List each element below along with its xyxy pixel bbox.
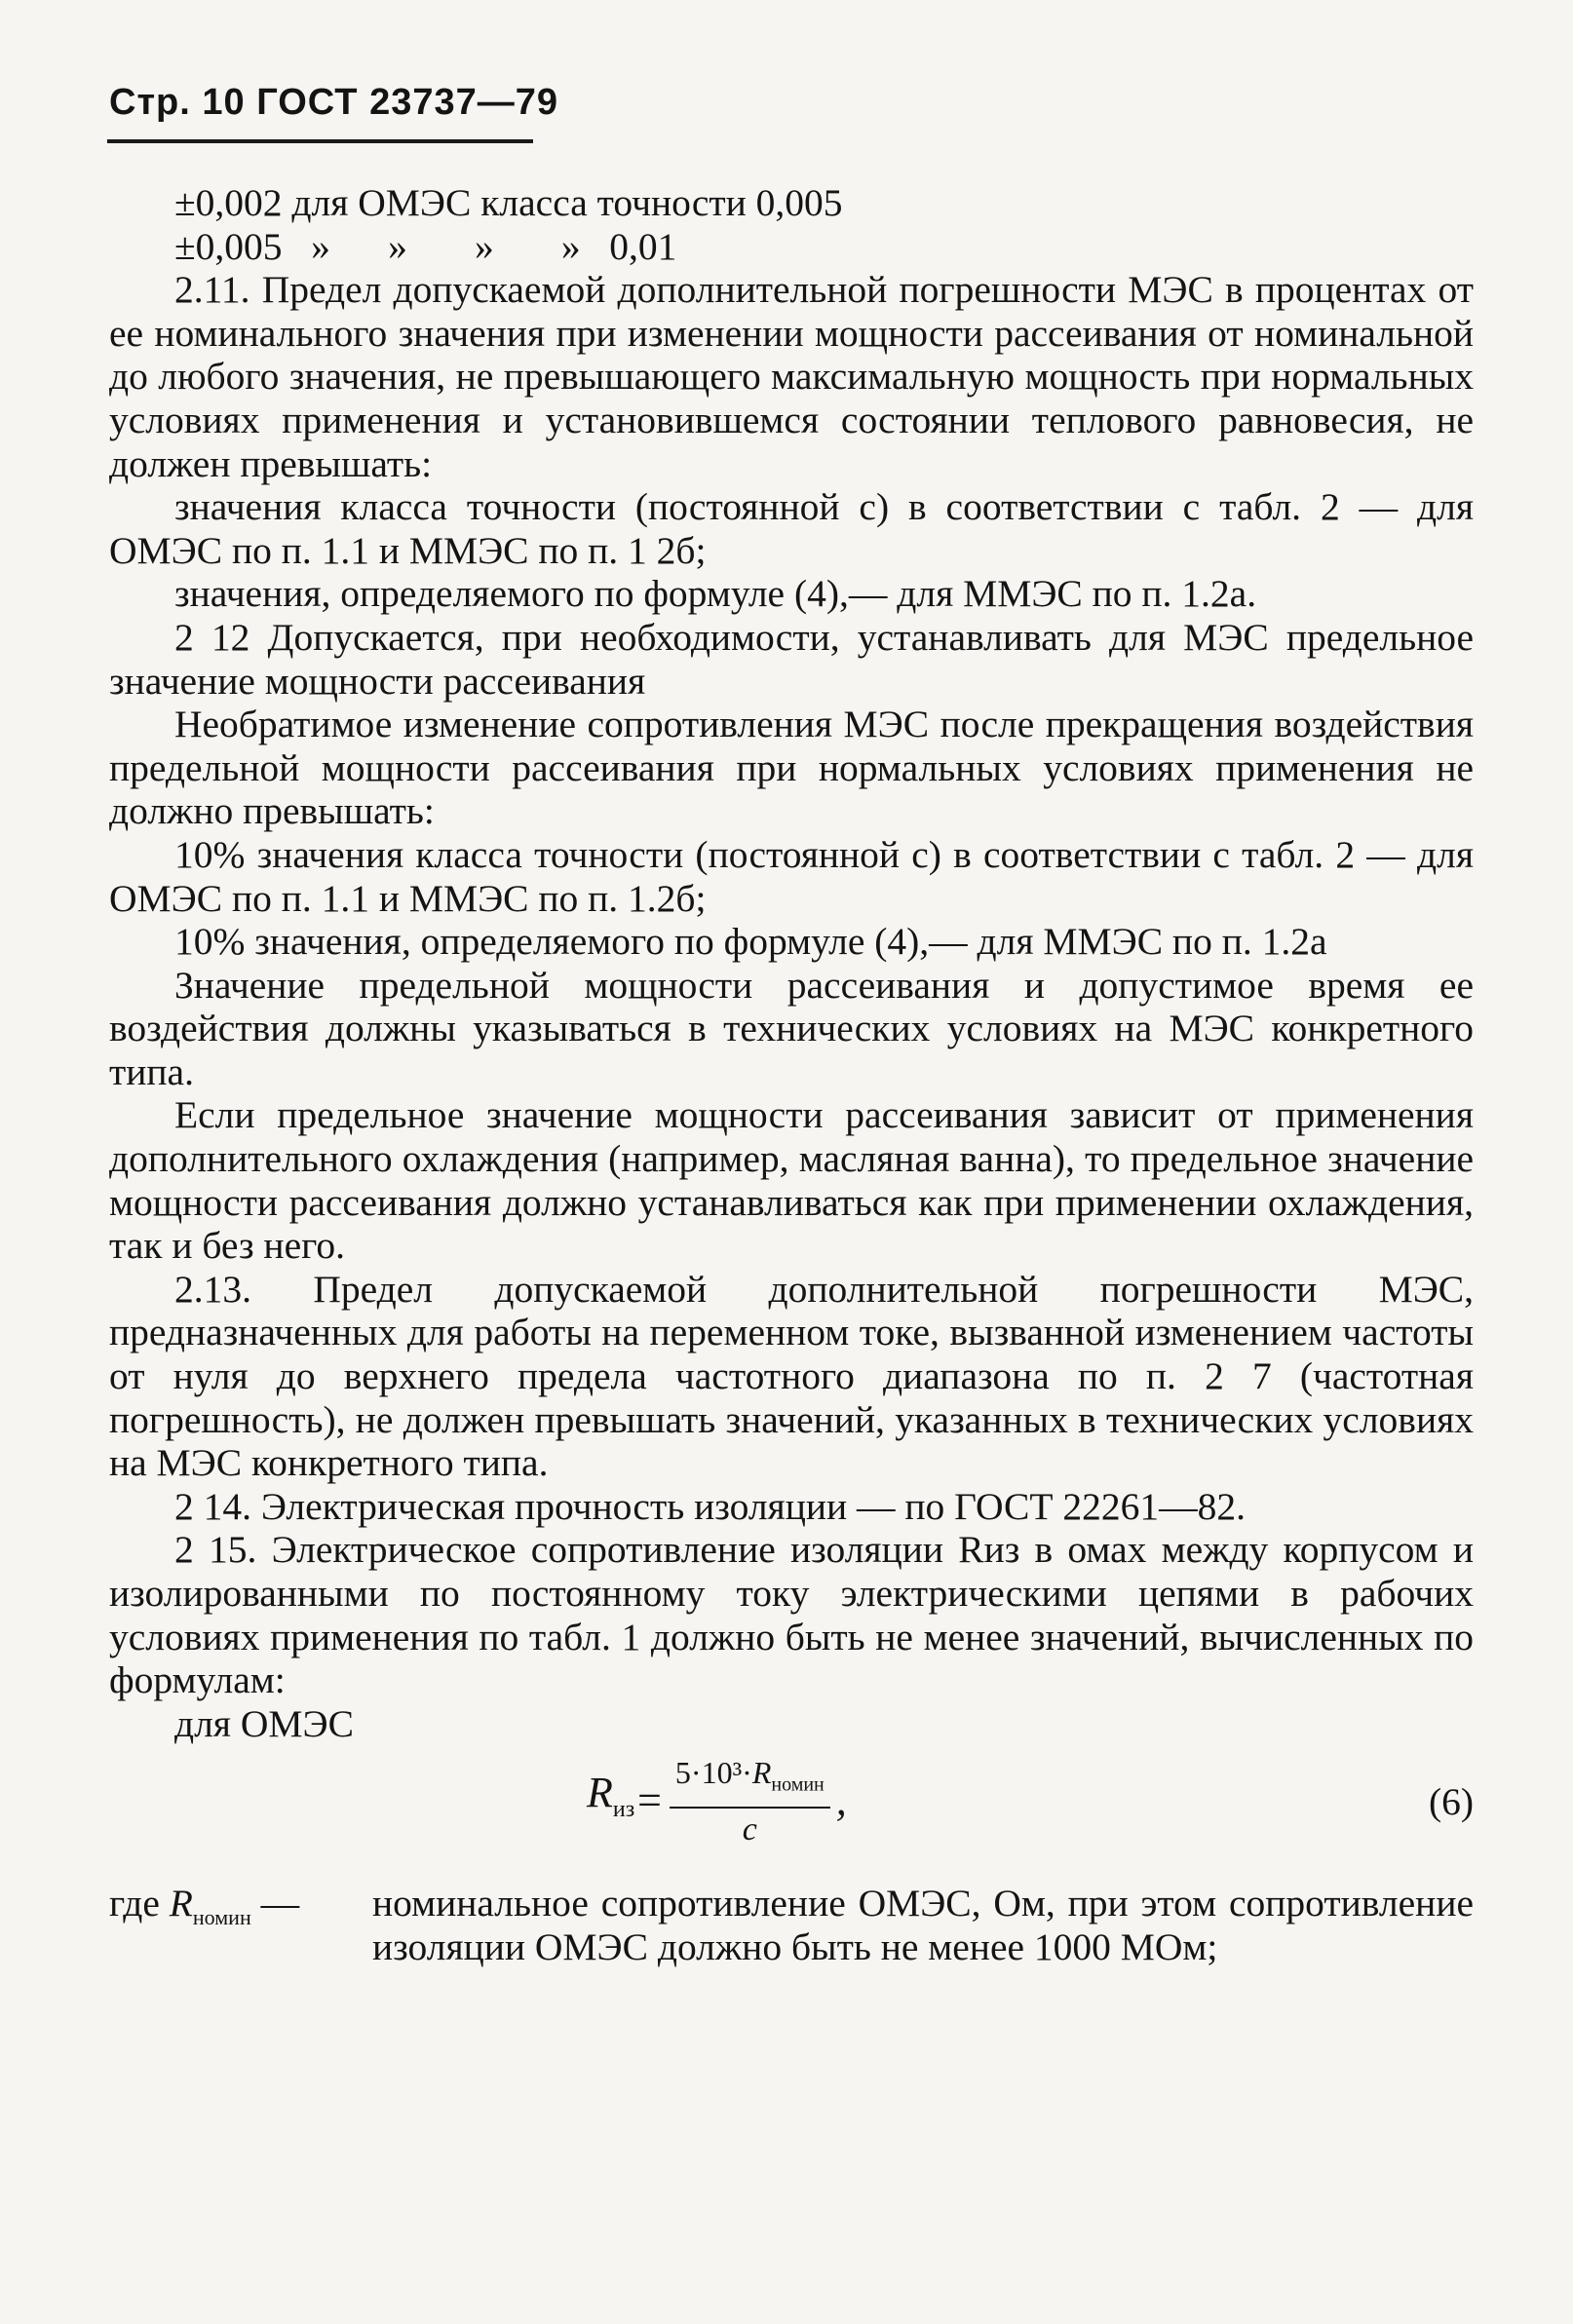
paragraph-2-11-b: значения, определяемого по формуле (4),— для ММЭС по п. 1.2а. xyxy=(174,572,1257,616)
paragraph-2-12-d: Значение предельной мощности рассеивания и допустимое время ее воздействия должны указываться в технических условиях на МЭС конкретного типа. xyxy=(109,963,1474,1093)
formula-comma: , xyxy=(835,1776,847,1825)
tolerance-line-1: ±0,002 для ОМЭС класса точности 0,005 xyxy=(174,181,843,224)
where-text: номинальное сопротивление ОМЭС, Ом, при этом сопротивление изоляции ОМЭС должно быть не менее 1000 МОм; xyxy=(372,1882,1474,1968)
paragraph-2-15-a: для ОМЭС xyxy=(174,1701,354,1745)
paragraph-2-11: 2.11. Предел допускаемой дополнительной погрешности МЭС в процентах от ее номинального значения при изменении мощности рассеивания от номинальной до любого значения, не превышающего максимальную мощность при нормальных условиях применения и установившемся состоянии теплового равновесия, не должен превышать: xyxy=(109,268,1474,485)
paragraph-2-14: 2 14. Электрическая прочность изоляции — по ГОСТ 22261—82. xyxy=(174,1484,1246,1528)
tolerance-line-2: ±0,005 » » » » 0,01 xyxy=(174,224,677,268)
formula-fraction xyxy=(670,1751,830,1850)
formula-expression xyxy=(587,1751,847,1850)
formula-lhs: $R_{из}$ xyxy=(587,1768,635,1822)
equation-number: (6) xyxy=(1428,1780,1474,1824)
formula-equals: = xyxy=(634,1776,664,1825)
paragraph-2-12: 2 12 Допускается, при необходимости, устанавливать для МЭС предельное значение мощности рассеивания xyxy=(109,615,1474,703)
where-definition xyxy=(109,1882,1474,1968)
page-header: Стр. 10 ГОСТ 23737—79 xyxy=(109,82,559,123)
formula-6 xyxy=(109,1745,1474,1882)
paragraph-2-12-b: 10% значения класса точности (постоянной c) в соответствии с табл. 2 — для ОМЭС по п. 1.1 и ММЭС по п. 1.2б; xyxy=(109,832,1474,920)
paragraph-2-12-a: Необратимое изменение сопротивления МЭС после прекращения воздействия предельной мощности рассеивания при нормальных условиях применения не должно превышать: xyxy=(109,703,1474,833)
formula-denominator: c xyxy=(742,1810,757,1848)
paragraph-2-13: 2.13. Предел допускаемой дополнительной погрешности МЭС, предназначенных для работы на переменном токе, вызванной изменением частоты от нуля до верхнего предела частотного диапазона по п. 2 7 (частотная погрешность), не должен превышать значений, указанных в технических условиях на МЭС конкретного типа. xyxy=(109,1267,1474,1485)
paragraph-2-12-c: 10% значения, определяемого по формуле (4),— для ММЭС по п. 1.2а xyxy=(174,920,1327,964)
paragraph-2-12-e: Если предельное значение мощности рассеивания зависит от применения дополнительного охлаждения (например, масляная ванна), то предельное значение мощности рассеивания должно устанавливаться как при применении охлаждения, так и без него. xyxy=(109,1093,1474,1268)
where-label: где $R_{номин}$ — xyxy=(109,1882,300,1930)
paragraph-2-15: 2 15. Электрическое сопротивление изоляции Rиз в омах между корпусом и изолированными по постоянному току электрическими цепями в рабочих условиях применения по табл. 1 должно быть не менее значений, вычисленных по формулам: xyxy=(109,1528,1474,1702)
header-rule xyxy=(107,139,533,143)
formula-numerator: $5\cdot 10^3\cdot R_{номин}$ xyxy=(670,1751,830,1808)
paragraph-2-11-a: значения класса точности (постоянной c) в соответствии с табл. 2 — для ОМЭС по п. 1.1 и ММЭС по п. 1 2б; xyxy=(109,485,1474,572)
body-text xyxy=(109,181,1474,1969)
